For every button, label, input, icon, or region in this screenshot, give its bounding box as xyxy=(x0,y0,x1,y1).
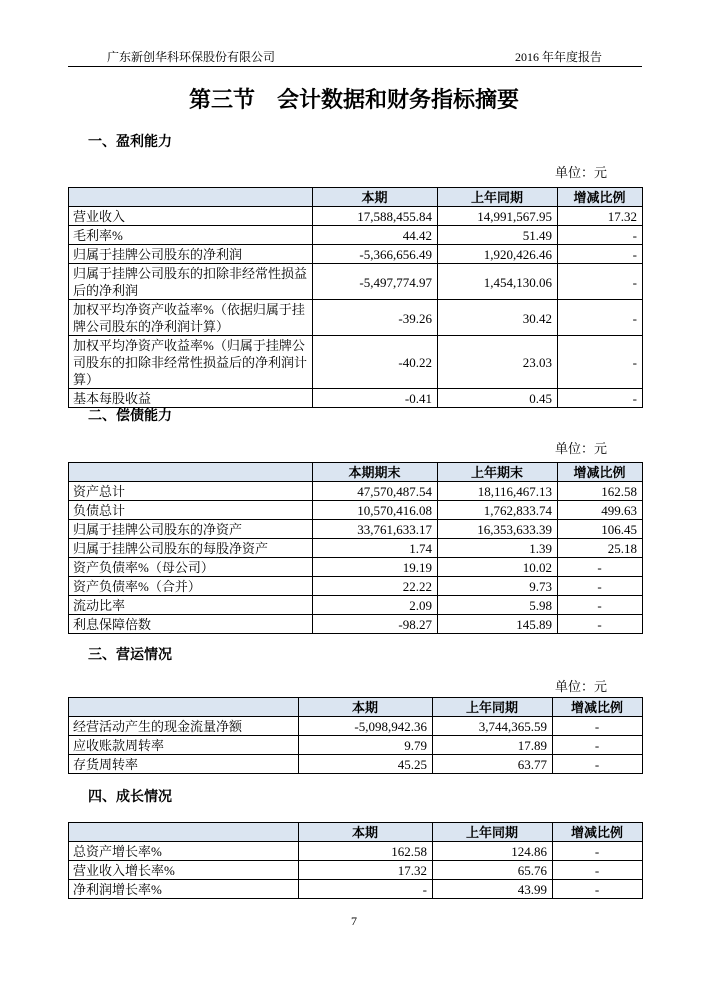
table-row xyxy=(69,861,643,880)
table-row xyxy=(69,501,643,520)
value-cell: - xyxy=(553,880,643,899)
value-cell: - xyxy=(558,577,643,596)
value-cell: -0.41 xyxy=(313,389,438,408)
row-label: 归属于挂牌公司股东的净资产 xyxy=(69,520,313,539)
table-header-row xyxy=(69,698,643,717)
value-cell: 2.09 xyxy=(313,596,438,615)
value-cell: 18,116,467.13 xyxy=(438,482,558,501)
value-cell: -5,497,774.97 xyxy=(313,264,438,300)
value-cell: 3,744,365.59 xyxy=(433,717,553,736)
row-label: 资产总计 xyxy=(69,482,313,501)
table-row xyxy=(69,539,643,558)
row-label: 基本每股收益 xyxy=(69,389,313,408)
value-cell: - xyxy=(558,558,643,577)
solvency-table xyxy=(68,462,643,634)
value-cell: 10.02 xyxy=(438,558,558,577)
value-cell: -5,366,656.49 xyxy=(313,245,438,264)
page-number: 7 xyxy=(351,914,357,928)
value-cell: 162.58 xyxy=(558,482,643,501)
table-header-row xyxy=(69,188,643,207)
table-row xyxy=(69,300,643,336)
row-label: 经营活动产生的现金流量净额 xyxy=(69,717,299,736)
header-divider xyxy=(68,66,642,67)
value-cell: - xyxy=(558,264,643,300)
value-cell: 124.86 xyxy=(433,842,553,861)
table-row xyxy=(69,842,643,861)
header-report-title: 2016 年年度报告 xyxy=(514,50,602,64)
value-cell: - xyxy=(553,861,643,880)
value-cell: 9.79 xyxy=(299,736,433,755)
table-header-row xyxy=(69,463,643,482)
value-cell: 14,991,567.95 xyxy=(438,207,558,226)
row-label: 总资产增长率% xyxy=(69,842,299,861)
value-cell: 17,588,455.84 xyxy=(313,207,438,226)
column-header: 本期 xyxy=(313,188,438,207)
row-label: 营业收入增长率% xyxy=(69,861,299,880)
table-header-row xyxy=(69,823,643,842)
value-cell: - xyxy=(558,245,643,264)
value-cell: 45.25 xyxy=(299,755,433,774)
value-cell: -5,098,942.36 xyxy=(299,717,433,736)
value-cell: 1,762,833.74 xyxy=(438,501,558,520)
row-label: 流动比率 xyxy=(69,596,313,615)
value-cell: -39.26 xyxy=(313,300,438,336)
value-cell: - xyxy=(558,226,643,245)
value-cell: 33,761,633.17 xyxy=(313,520,438,539)
column-header-blank xyxy=(69,823,299,842)
value-cell: 65.76 xyxy=(433,861,553,880)
header-company-name: 广东新创华科环保股份有限公司 xyxy=(107,50,276,64)
column-header: 本期 xyxy=(299,698,433,717)
value-cell: 145.89 xyxy=(438,615,558,634)
row-label: 负债总计 xyxy=(69,501,313,520)
column-header-blank xyxy=(69,188,313,207)
table-row xyxy=(69,226,643,245)
value-cell: - xyxy=(558,596,643,615)
value-cell: - xyxy=(558,389,643,408)
value-cell: 10,570,416.08 xyxy=(313,501,438,520)
section-heading-growth: 四、成长情况 xyxy=(88,790,172,805)
section-heading-profitability: 一、盈利能力 xyxy=(88,135,172,150)
row-label: 加权平均净资产收益率%（归属于挂牌公司股东的扣除非经常性损益后的净利润计算） xyxy=(69,336,313,389)
value-cell: 30.42 xyxy=(438,300,558,336)
row-label: 存货周转率 xyxy=(69,755,299,774)
column-header: 上年同期 xyxy=(433,823,553,842)
table-row xyxy=(69,520,643,539)
operations-table xyxy=(68,697,643,774)
value-cell: 17.32 xyxy=(299,861,433,880)
table-row xyxy=(69,615,643,634)
row-label: 应收账款周转率 xyxy=(69,736,299,755)
table-row xyxy=(69,336,643,389)
value-cell: - xyxy=(553,842,643,861)
value-cell: 1,920,426.46 xyxy=(438,245,558,264)
value-cell: 17.89 xyxy=(433,736,553,755)
value-cell: 25.18 xyxy=(558,539,643,558)
unit-label: 单位：元 xyxy=(555,165,608,180)
column-header: 增减比例 xyxy=(553,823,643,842)
value-cell: - xyxy=(558,300,643,336)
value-cell: 0.45 xyxy=(438,389,558,408)
row-label: 归属于挂牌公司股东的扣除非经常性损益后的净利润 xyxy=(69,264,313,300)
value-cell: - xyxy=(553,717,643,736)
value-cell: 16,353,633.39 xyxy=(438,520,558,539)
value-cell: 23.03 xyxy=(438,336,558,389)
value-cell: 44.42 xyxy=(313,226,438,245)
column-header-blank xyxy=(69,698,299,717)
value-cell: 47,570,487.54 xyxy=(313,482,438,501)
value-cell: 63.77 xyxy=(433,755,553,774)
value-cell: 19.19 xyxy=(313,558,438,577)
unit-label: 单位：元 xyxy=(555,679,608,694)
value-cell: 17.32 xyxy=(558,207,643,226)
column-header: 增减比例 xyxy=(553,698,643,717)
column-header: 上年期末 xyxy=(438,463,558,482)
value-cell: 1,454,130.06 xyxy=(438,264,558,300)
value-cell: 43.99 xyxy=(433,880,553,899)
value-cell: 499.63 xyxy=(558,501,643,520)
table-row xyxy=(69,577,643,596)
row-label: 加权平均净资产收益率%（依据归属于挂牌公司股东的净利润计算） xyxy=(69,300,313,336)
column-header-blank xyxy=(69,463,313,482)
table-row xyxy=(69,755,643,774)
column-header: 本期期末 xyxy=(313,463,438,482)
value-cell: 22.22 xyxy=(313,577,438,596)
profitability-table xyxy=(68,187,643,408)
row-label: 毛利率% xyxy=(69,226,313,245)
value-cell: 162.58 xyxy=(299,842,433,861)
value-cell: - xyxy=(299,880,433,899)
table-row xyxy=(69,207,643,226)
row-label: 归属于挂牌公司股东的每股净资产 xyxy=(69,539,313,558)
page-title: 第三节 会计数据和财务指标摘要 xyxy=(188,87,519,112)
section-heading-operations: 三、营运情况 xyxy=(88,648,172,663)
row-label: 利息保障倍数 xyxy=(69,615,313,634)
row-label: 归属于挂牌公司股东的净利润 xyxy=(69,245,313,264)
value-cell: -98.27 xyxy=(313,615,438,634)
value-cell: 106.45 xyxy=(558,520,643,539)
table-row xyxy=(69,245,643,264)
section-heading-solvency: 二、偿债能力 xyxy=(88,409,172,424)
row-label: 营业收入 xyxy=(69,207,313,226)
value-cell: 5.98 xyxy=(438,596,558,615)
value-cell: -40.22 xyxy=(313,336,438,389)
column-header: 上年同期 xyxy=(433,698,553,717)
value-cell: - xyxy=(558,336,643,389)
table-row xyxy=(69,717,643,736)
value-cell: 51.49 xyxy=(438,226,558,245)
column-header: 上年同期 xyxy=(438,188,558,207)
value-cell: - xyxy=(558,615,643,634)
unit-label: 单位：元 xyxy=(555,441,608,456)
row-label: 资产负债率%（合并） xyxy=(69,577,313,596)
value-cell: 1.74 xyxy=(313,539,438,558)
row-label: 资产负债率%（母公司） xyxy=(69,558,313,577)
value-cell: 9.73 xyxy=(438,577,558,596)
table-row xyxy=(69,389,643,408)
column-header: 本期 xyxy=(299,823,433,842)
row-label: 净利润增长率% xyxy=(69,880,299,899)
value-cell: 1.39 xyxy=(438,539,558,558)
value-cell: - xyxy=(553,755,643,774)
table-row xyxy=(69,482,643,501)
table-row xyxy=(69,736,643,755)
table-row xyxy=(69,596,643,615)
value-cell: - xyxy=(553,736,643,755)
column-header: 增减比例 xyxy=(558,463,643,482)
column-header: 增减比例 xyxy=(558,188,643,207)
growth-table xyxy=(68,822,643,899)
table-row xyxy=(69,558,643,577)
table-row xyxy=(69,264,643,300)
table-row xyxy=(69,880,643,899)
